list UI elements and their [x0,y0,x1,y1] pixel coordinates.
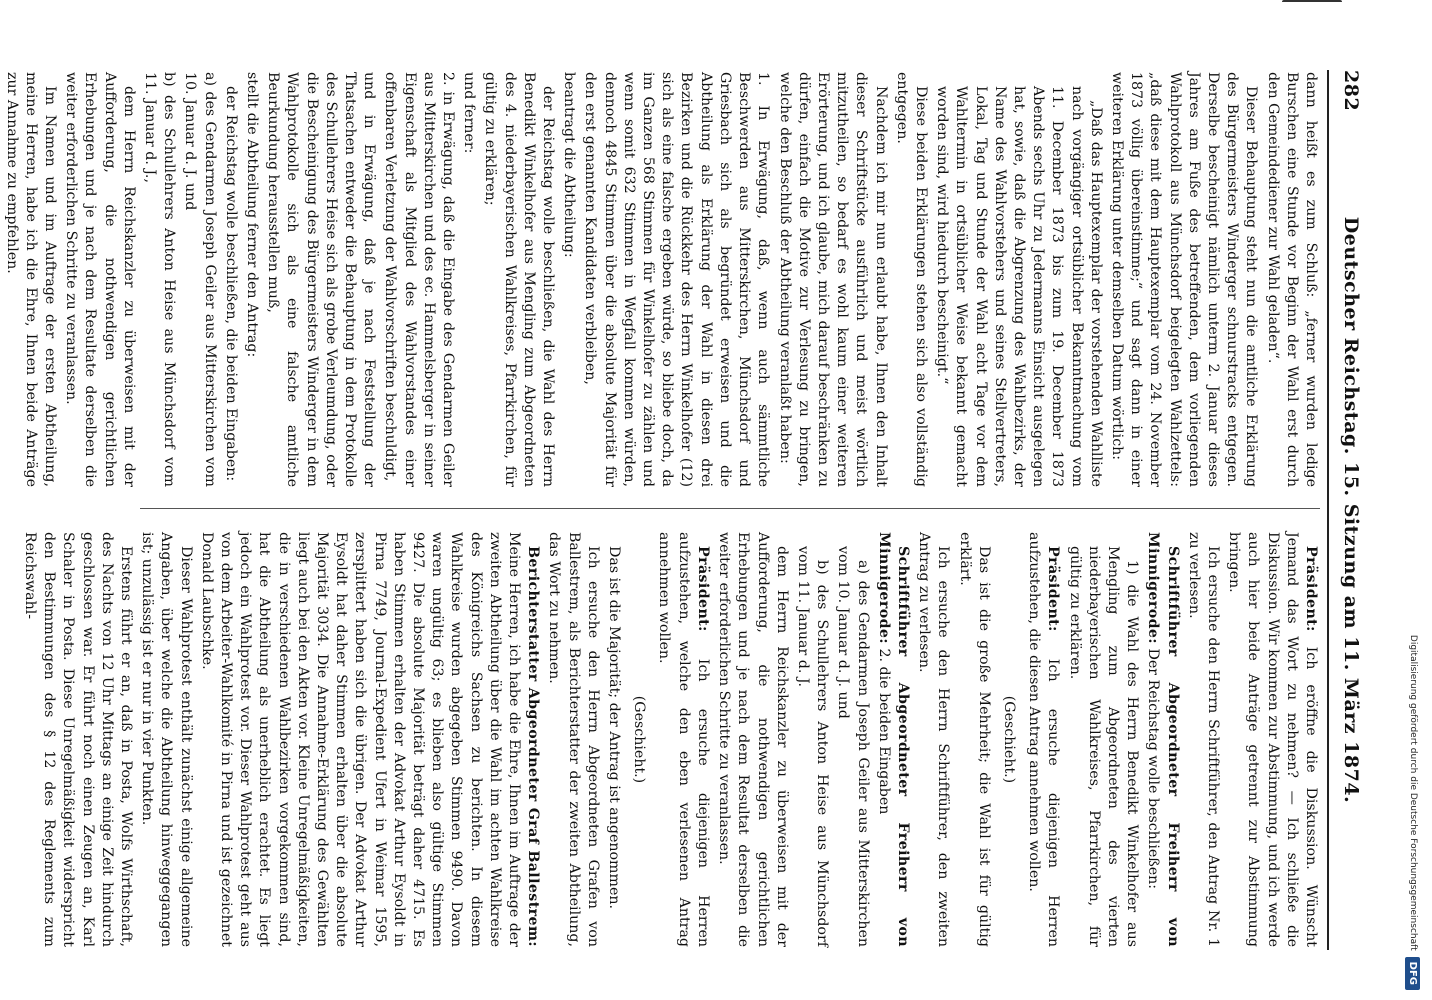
speech-text: Ich eröffne die Diskussion. Wünscht Jemand das Wort zu nehmen? — Ich schließe die Diskussion. Wir kommen zur Abstimmung, und ich werde auch hier beide Anträge getrennt zur Abstimmung bringen. [1226,532,1319,948]
speech-paragraph [654,532,712,947]
text-paragraph: Dieser Behauptung steht nun die amtliche Erklärung des Bürgermeisters Winderger schnurstracks entgegen. Derselbe bescheinigt nämlich unterm 2. Januar dieses Jahres am Fuße des betreffenden, dem vorliegenden Wahlprotokoll aus Münchsdorf beigelegten Wahlzettels: „daß diese mit dem Hauptexemplar vom 24. November 1873 völlig übereinstimme;“ und sagt dann in einer weiteren Erklärung unter demselben Datum wörtlich: [1108,72,1260,487]
text-paragraph: Das ist die Majorität; der Antrag ist angenommen. [606,546,623,909]
text-paragraph: Im Namen und im Auftrage der ersten Abtheilung, meine Herren, habe ich die Ehre, Ihnen beide Anträge zur Annahme zu empfehlen. [3,72,58,487]
text-paragraph: dem Herrn Reichskanzler zu überweisen mit der Aufforderung, die nothwendigen gerichtlichen Erhebungen und je nach dem Resultate derselben die weiter erforderlichen Schritte zu veranlassen. [63,72,137,487]
speech-paragraph [197,532,543,947]
speech-text: 2. die beiden Eingaben [875,648,892,815]
speech-paragraph [1224,532,1320,947]
speaker-name: Berichterstatter Abgeordneter Graf Ballestrem: [525,546,542,947]
text-paragraph: a) des Gendarmen Joseph Geiler aus Mitterskirchen vom 10. Januar d. J. und [182,72,218,487]
speaker-name: Präsident: [694,546,711,632]
speech-text: Ich ersuche diejenigen Herren aufzustehen, welche den eben verlesenen Antrag annehmen wollen. [656,532,711,947]
stage-direction: (Geschieht.) [631,695,648,784]
text-paragraph: „Daß das Hauptexemplar der vorstehenden Wahlliste nach vorgängiger ortsüblicher Bekanntmachung vom 11. December 1873 bis zum 19. December 1873 Abends sechs Uhr zu Jedermanns Einsicht ausgelegen hat, sowie, daß die Abgrenzung des Wahlbezirks, der Name des Wahlvorstehers und seines Stellvertreters, Lokal, Tag und Stunde der Wahl acht Tage vor dem Wahltermin in ortsüblicher Weise bekannt gemacht worden sind, wird hiedurch bescheinigt.“ [934,86,1104,487]
text-paragraph: Dieser Wahlprotest enthält zunächst einige allgemeine Angaben, über welche die Abtheilung hinweggegangen ist; unzulässig ist er nur in vier Punkten. [139,532,194,947]
text-paragraph: Nachdem ich mir nun erlaubt habe, Ihnen den Inhalt dieser Schriftstücke ausführlich und meist wörtlich mitzutheilen, so bedarf es wohl kaum einer weiteren Erörterung, und ich glaube, mich darauf beschränken zu dürfen, einfach die Motive zur Verlesung zu bringen, welche den Beschluß der Abtheilung veranlaßt haben: [776,72,889,487]
speaker-name: Präsident: [1303,546,1319,632]
speech-paragraph [1143,532,1181,947]
text-paragraph: Ich ersuche den Herrn Abgeordneten Grafen von Ballestrem, als Berichterstatter der zweiten Abtheilung, das Wort zu nehmen. [546,532,601,947]
speech-text: Der Reichstag wolle beschließen: [1145,648,1162,890]
text-paragraph: der Reichstag wolle beschließen, die Wahl des Herrn Benedikt Winkelhofer aus Mengling zum Abgeordneten des 4. niederbayerischen Wahlkreises, Pfarrkirchen, für gültig zu erklären; [482,72,557,487]
left-column [3,72,1320,487]
text-paragraph: 1) die Wahl des Herrn Benedikt Winkelhofer aus Mengling zum Abgeordneten des vierten niederbayerischen Wahlkreises, Pfarrkirchen, für gültig zu erklären. [1066,546,1141,947]
text-paragraph: Das ist die große Mehrheit; die Wahl ist für gültig erklärt. [956,532,992,947]
dfg-logo: DFG [1406,957,1421,990]
speaker-name: Schriftführer Abgeordneter Freiherr von Minnigerode: [875,532,911,947]
text-paragraph: a) des Gendarmen Joseph Geiler aus Mitterskirchen vom 10. Januar d. J. und [835,546,871,947]
page-number: 282 [1340,70,1362,112]
header-rule [1327,70,1329,950]
text-paragraph: 1. In Erwägung, daß, wenn auch sämmtliche Beschwerden aus Mitterskirchen, Münchsdorf und Griesbach sich als begründet erweisen und die Abtheilung als Erklärung der Wahl in diesen drei Bezirken und die Rückkehr des Herrn Winkelhofer (12) sich als eine falsche ergeben würde, so bliebe doch, da im Ganzen 568 Stimmen für Winkelhofer zu zählen und wenn somit 632 Stimmen in Wegfall kommen würden, dennoch 4845 Stimmen über die absolute Majorität für den erst genannten Kandidaten verbleiben, [582,72,772,487]
column-divider [140,508,1320,509]
credit-text: Digitalisierung gefördert durch die Deutsche Forschungsgemeinschaft [1408,634,1418,951]
right-column [22,532,1320,948]
text-paragraph: 2. in Erwägung, daß die Eingabe des Gendarmen Geiler aus Mitterskirchen und des ec. Hammelsberger in seiner Eigenschaft als Mitglied des Wahlvorstandes einer offenbaren Verletzung der Wahlvorschriften beschuldigt, [382,72,457,487]
text-paragraph: Diese beiden Erklärungen stehen sich also vollständig entgegen. [893,72,929,487]
stage-direction: (Geschieht.) [1000,695,1017,784]
speech-paragraph [874,532,912,947]
text-paragraph: Ich ersuche den Herrn Schriftführer, den Antrag Nr. 1 zu verlesen. [1185,532,1221,947]
text-paragraph: Erstens führt er an, daß in Posta, Wolfs Wirthschaft, des Nachts von 12 Uhr Mittags an einige Zeit hindurch geschlossen war. Er führt noch einen Zeugen an, Karl Schaler in Posta. Diese Unregelmäßigkeit widerspricht den Bestimmungen des § 12 des Reglements zum Reichswahl- [22,532,135,947]
text-paragraph: Ich ersuche den Herrn Schriftführer, den zweiten Antrag zu verlesen. [916,532,952,947]
text-paragraph: beantragt die Abtheilung: [561,72,578,258]
page-header [1332,70,1362,950]
speech-text: Ich ersuche diejenigen Herren aufzustehen, die diesen Antrag annehmen wollen. [1026,532,1062,947]
text-paragraph: der Reichstag wolle beschließen, die beiden Eingaben: [222,86,239,482]
text-paragraph: und in Erwägung, daß je nach Feststellung der Thatsachen entweder die Behauptung in dem Protokolle des Schullehrers Heise sich als grobe Verleumdung, oder die Bescheinigung des Bürgermeisters Winderger in dem Wahlprotokolle sich als eine falsche amtliche Beurkundung herausstellen muß, [265,72,378,487]
digitization-credit [1395,10,1427,990]
text-paragraph: dem Herrn Reichskanzler zu überweisen mit der Aufforderung, die nothwendigen gerichtlichen Erhebungen und je nach dem Resultat derselben die weiter erforderlichen Schritte zu veranlassen. [716,532,790,947]
speaker-name: Präsident: [1045,546,1062,632]
binding-mark [1282,0,1342,10]
text-paragraph: und ferner: [461,72,478,154]
page-title: Deutscher Reichstag. 15. Sitzung am 11. März 1874. [1340,216,1362,804]
text-paragraph: b) des Schullehrers Anton Heise aus Münchsdorf vom 11. Januar d. J., [142,72,178,487]
text-paragraph: stellt die Abtheilung ferner den Antrag: [244,72,261,358]
speech-text: Meine Herren, ich habe die Ehre, Ihnen im Auftrage der zweiten Abtheilung über die Wahl im achten Wahlkreise des Königreichs Sachsen zu berichten. In diesem Wahlkreise wurden abgegeben Stimmen 9490. Davon waren ungültig 63; es blieben also gültige Stimmen 9427. Die absolute Majorität beträgt daher 4715. Es haben Stimmen erhalten der Advokat Arthur Eysoldt in Pirna 7749, Journal-Expedient Ufert in Weimar 1595, zersplittert haben sich die übrigen. Der Advokat Arthur Eysoldt hat daher Stimmen erhalten über die absolute Majorität 3034. Die Annahme-Erklärung des Gewählten liegt auch bei den Akten vor. Kleine Unregelmäßigkeiten, die in verschiedenen Wahlbezirken vorgekommen sind, hat die Abtheilung als unerheblich erachtet. Es liegt jedoch ein Wahlprotest vor. Dieser Wahlprotest geht aus von dem Arbeiter-Wahlkomité in Pirna und ist gezeichnet Donald Laubschke. [198,532,523,947]
text-paragraph: b) des Schullehrers Anton Heise aus Münchsdorf vom 11. Januar d. J. [794,546,831,947]
text-paragraph: dann heißt es zum Schluß: „ferner wurden ledige Burschen eine Stunde vor Beginn der Wahl erst durch den Gemeindediener zur Wahl geladen“. [1264,72,1319,487]
speech-paragraph [1024,532,1062,947]
speaker-name: Schriftführer Abgeordneter Freiherr von Minnigerode: [1145,532,1181,947]
